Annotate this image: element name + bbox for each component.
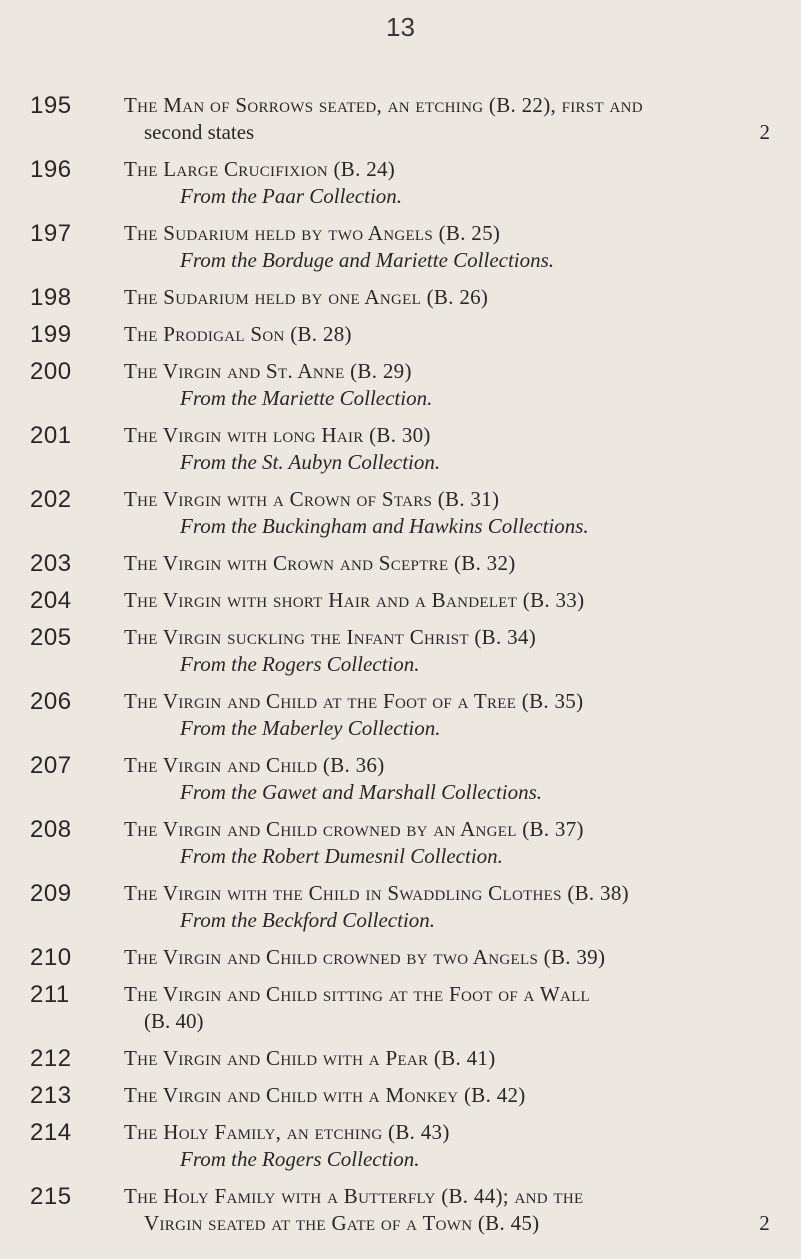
lot-number: 197 (30, 220, 72, 247)
lot-number: 195 (30, 92, 72, 119)
entry-title-line2: second states (144, 120, 255, 144)
catalogue-entry (30, 321, 790, 348)
lot-number: 210 (30, 944, 72, 971)
catalogue-entry (30, 981, 790, 1035)
entry-title: The Virgin with short Hair and a Bandelet (B. 33) (124, 588, 585, 612)
catalogue-entry (30, 880, 790, 934)
lot-number: 196 (30, 156, 72, 183)
lot-number: 208 (30, 816, 72, 843)
catalogue-entry (30, 550, 790, 577)
catalogue-entry (30, 1082, 790, 1109)
catalogue-entry (30, 1183, 790, 1237)
item-count: 2 (759, 120, 770, 144)
entry-provenance: From the Robert Dumesnil Collection. (180, 844, 503, 868)
catalogue-entry (30, 284, 790, 311)
entry-title: The Virgin and St. Anne (B. 29) (124, 359, 412, 383)
entry-provenance: From the Maberley Collection. (180, 716, 441, 740)
entry-title: The Sudarium held by two Angels (B. 25) (124, 221, 501, 245)
page-number: 13 (386, 12, 415, 42)
lot-number: 198 (30, 284, 72, 311)
entry-title: The Sudarium held by one Angel (B. 26) (124, 285, 489, 309)
lot-number: 207 (30, 752, 72, 779)
entry-provenance: From the Rogers Collection. (180, 652, 420, 676)
entry-title-line2: Virgin seated at the Gate of a Town (B. 45) (144, 1211, 540, 1235)
catalogue-entry (30, 358, 790, 412)
catalogue-entry (30, 587, 790, 614)
catalogue-entry (30, 688, 790, 742)
entry-title: The Man of Sorrows seated, an etching (B. 22), first and (124, 93, 643, 117)
entry-provenance: From the Beckford Collection. (180, 908, 436, 932)
lot-number: 211 (30, 981, 70, 1008)
entry-title: The Large Crucifixion (B. 24) (124, 157, 396, 181)
entry-provenance: From the Rogers Collection. (180, 1147, 420, 1171)
entry-title: The Virgin with the Child in Swaddling Clothes (B. 38) (124, 881, 629, 905)
catalogue-entry (30, 156, 790, 210)
catalogue-entry (30, 944, 790, 971)
entry-title: The Virgin with a Crown of Stars (B. 31) (124, 487, 500, 511)
entry-title: The Prodigal Son (B. 28) (124, 322, 352, 346)
entry-continuation (124, 1210, 790, 1237)
entry-title: The Virgin with long Hair (B. 30) (124, 423, 431, 447)
lot-number: 206 (30, 688, 72, 715)
entry-provenance: From the Paar Collection. (180, 184, 403, 208)
lot-number: 200 (30, 358, 72, 385)
lot-number: 205 (30, 624, 72, 651)
entry-continuation (124, 119, 790, 146)
catalogue-entry (30, 486, 790, 540)
entry-provenance: From the Buckingham and Hawkins Collections. (180, 514, 589, 538)
catalogue-entry (30, 422, 790, 476)
lot-number: 215 (30, 1183, 72, 1210)
catalogue-entry (30, 1119, 790, 1173)
entry-title: The Virgin and Child crowned by an Angel (B. 37) (124, 817, 584, 841)
entry-title: The Virgin with Crown and Sceptre (B. 32) (124, 551, 516, 575)
lot-number: 202 (30, 486, 72, 513)
entry-provenance: From the Gawet and Marshall Collections. (180, 780, 543, 804)
entry-title: The Virgin and Child at the Foot of a Tree (B. 35) (124, 689, 584, 713)
catalogue-entry (30, 1045, 790, 1072)
lot-number: 204 (30, 587, 72, 614)
lot-number: 214 (30, 1119, 72, 1146)
item-count: 2 (759, 1211, 770, 1235)
entry-title: The Virgin suckling the Infant Christ (B. 34) (124, 625, 536, 649)
catalogue-entry (30, 220, 790, 274)
entry-provenance: From the Borduge and Mariette Collections. (180, 248, 555, 272)
entry-title: The Virgin and Child (B. 36) (124, 753, 385, 777)
catalogue-entries (30, 92, 790, 1247)
lot-number: 201 (30, 422, 72, 449)
catalogue-entry (30, 816, 790, 870)
lot-number: 213 (30, 1082, 72, 1109)
catalogue-entry (30, 752, 790, 806)
lot-number: 209 (30, 880, 72, 907)
lot-number: 199 (30, 321, 72, 348)
entry-title: The Holy Family, an etching (B. 43) (124, 1120, 450, 1144)
entry-provenance: From the St. Aubyn Collection. (180, 450, 441, 474)
entry-title: The Virgin and Child with a Pear (B. 41) (124, 1046, 496, 1070)
entry-provenance: From the Mariette Collection. (180, 386, 433, 410)
entry-title: The Virgin and Child sitting at the Foot of a Wall (124, 982, 591, 1006)
entry-title: The Virgin and Child crowned by two Angels (B. 39) (124, 945, 606, 969)
lot-number: 212 (30, 1045, 72, 1072)
catalogue-entry (30, 624, 790, 678)
entry-continuation: (B. 40) (144, 1009, 204, 1033)
entry-title: The Holy Family with a Butterfly (B. 44); and the (124, 1184, 584, 1208)
entry-title: The Virgin and Child with a Monkey (B. 42) (124, 1083, 526, 1107)
lot-number: 203 (30, 550, 72, 577)
catalogue-entry (30, 92, 790, 146)
